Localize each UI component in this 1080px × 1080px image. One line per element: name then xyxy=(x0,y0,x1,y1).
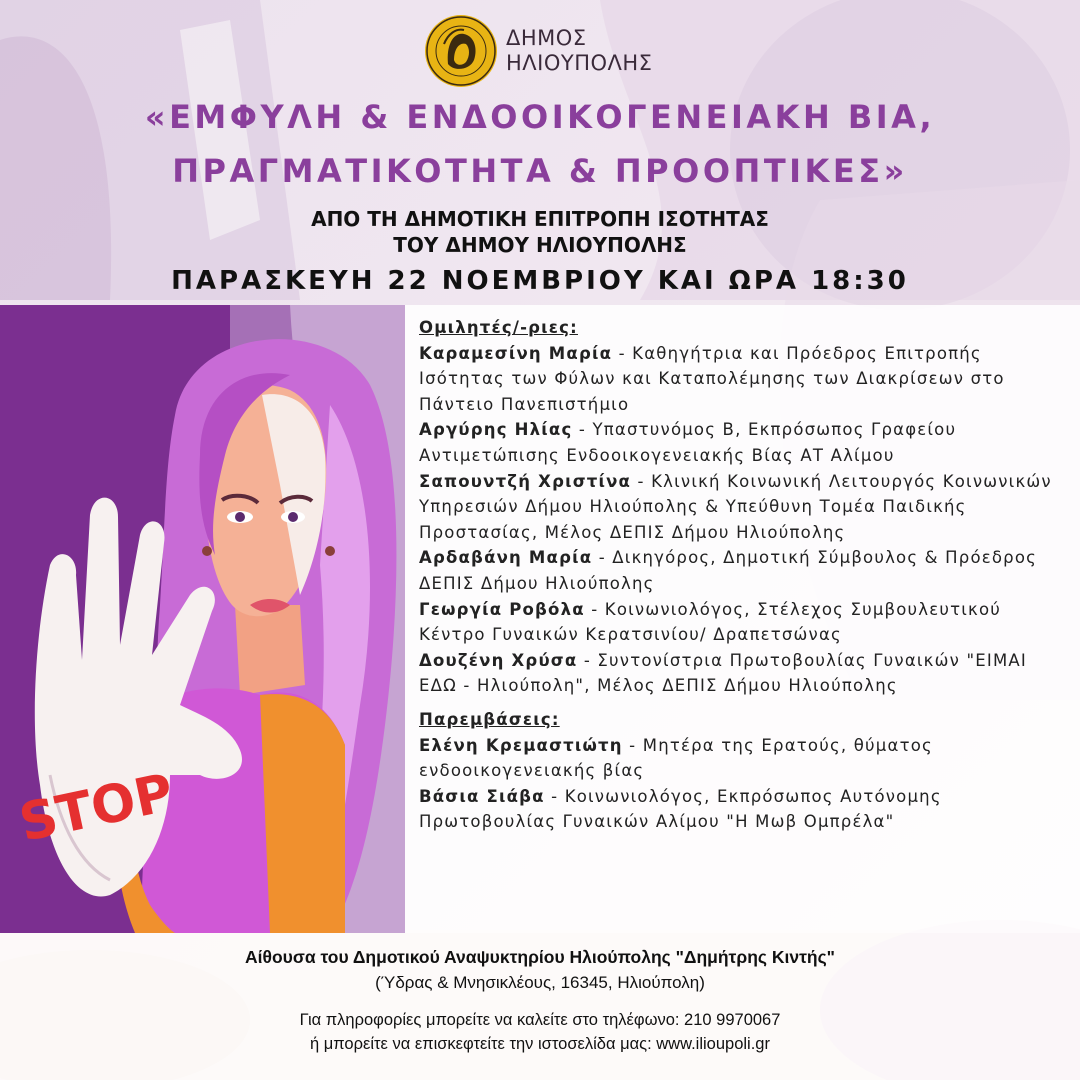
speaker-name: Αργύρης Ηλίας xyxy=(419,420,573,440)
speaker-entry xyxy=(419,648,1069,699)
speaker-role: - Καθηγήτρια και Πρόεδρος Επιτροπής Ισότητας των Φύλων και Καταπολέμησης των Διακρίσεων στο Πάντειο Πανεπιστήμιο xyxy=(419,343,1005,414)
intervention-entry xyxy=(419,733,1069,784)
municipality-logo xyxy=(424,14,652,88)
speaker-entry xyxy=(419,469,1069,546)
intervention-role: - Μητέρα της Ερατούς, θύματος ενδοοικογενειακής βίας xyxy=(419,735,933,781)
speaker-role: - Δικηγόρος, Δημοτική Σύμβουλος & Πρόεδρος ΔΕΠΙΣ Δήμου Ηλιούπολης xyxy=(419,548,1038,593)
speaker-entry xyxy=(419,597,1069,648)
speaker-name: Αρδαβάνη Μαρία xyxy=(419,548,593,568)
speaker-name: Καραμεσίνη Μαρία xyxy=(419,343,613,363)
footer xyxy=(0,933,1080,1080)
website-info: ή μπορείτε να επισκεφτείτε την ιστοσελίδα μας: www.ilioupoli.gr xyxy=(310,1035,770,1053)
speakers-heading: Ομιλητές/-ριες: xyxy=(419,318,578,337)
event-date: ΠΑΡΑΣΚΕΥΗ 22 ΝΟΕΜΒΡΙΟΥ ΚΑΙ ΩΡΑ 18:30 xyxy=(171,266,909,296)
speaker-name: Γεωργία Ροβόλα xyxy=(419,599,585,619)
speaker-role: - Κοινωνιολόγος, Στέλεχος Συμβουλευτικού Κέντρο Γυναικών Κερατσινίου/ Δραπετσώνας xyxy=(419,599,1002,645)
header xyxy=(0,0,1080,305)
speaker-entry xyxy=(419,545,1069,596)
venue-address: (Ύδρας & Μνησικλέους, 16345, Ηλιούπολη) xyxy=(375,973,705,992)
intervention-name: Βάσια Σιάβα xyxy=(419,786,545,806)
logo-line-1: ΔΗΜΟΣ xyxy=(506,26,587,50)
event-title-line-2: ΠΡΑΓΜΑΤΙΚΟΤΗΤΑ & ΠΡΟΟΠΤΙΚΕΣ» xyxy=(172,152,908,190)
event-title-line-1: «ΕΜΦΥΛΗ & ΕΝΔΟΟΙΚΟΓΕΝΕΙΑΚΗ ΒΙΑ, xyxy=(144,98,936,136)
speaker-name: Σαπουντζή Χριστίνα xyxy=(419,471,632,491)
venue-name: Αίθουσα του Δημοτικού Αναψυκτηρίου Ηλιούπολης "Δημήτρης Κιντής" xyxy=(245,947,835,967)
speaker-name: Δουζένη Χρύσα xyxy=(419,650,578,670)
stop-text: STOP xyxy=(14,762,179,854)
speaker-role: - Κλινική Κοινωνική Λειτουργός Κοινωνικών Υπηρεσιών Δήμου Ηλιούπολης & Υπεύθυνη Τομέα Παιδικής Προστασίας, Μέλος ΔΕΠΙΣ Δήμου Ηλιούπολης xyxy=(419,471,1052,542)
speaker-entry xyxy=(419,341,1069,418)
municipality-seal-icon xyxy=(424,14,498,88)
speaker-role: - Συντονίστρια Πρωτοβουλίας Γυναικών "ΕΙΜΑΙ ΕΔΩ - Ηλιούπολη", Μέλος ΔΕΠΙΣ Δήμου Ηλιούπολης xyxy=(419,650,1027,696)
logo-line-2: ΗΛΙΟΥΠΟΛΗΣ xyxy=(506,51,653,75)
organizer-line-2: ΤΟΥ ΔΗΜΟΥ ΗΛΙΟΥΠΟΛΗΣ xyxy=(393,233,687,257)
intervention-name: Ελένη Κρεμαστιώτη xyxy=(419,735,623,755)
speaker-role: - Υπαστυνόμος Β, Εκπρόσωπος Γραφείου Αντιμετώπισης Ενδοοικογενειακής Βίας ΑΤ Αλίμου xyxy=(419,420,957,465)
speaker-entry xyxy=(419,417,1069,468)
organizer-line-1: ΑΠΟ ΤΗ ΔΗΜΟΤΙΚΗ ΕΠΙΤΡΟΠΗ ΙΣΟΤΗΤΑΣ xyxy=(311,207,769,231)
speakers-panel xyxy=(405,305,1080,933)
interventions-heading: Παρεμβάσεις: xyxy=(419,709,560,729)
stop-violence-illustration xyxy=(0,305,405,933)
phone-info: Για πληροφορίες μπορείτε να καλείτε στο τηλέφωνο: 210 9970067 xyxy=(299,1011,781,1029)
intervention-entry xyxy=(419,784,1069,835)
intervention-role: - Κοινωνιολόγος, Εκπρόσωπος Αυτόνομης Πρωτοβουλίας Γυναικών Αλίμου "Η Μωβ Ομπρέλα" xyxy=(419,786,942,832)
woman-stop-hand-illustration xyxy=(0,305,405,933)
